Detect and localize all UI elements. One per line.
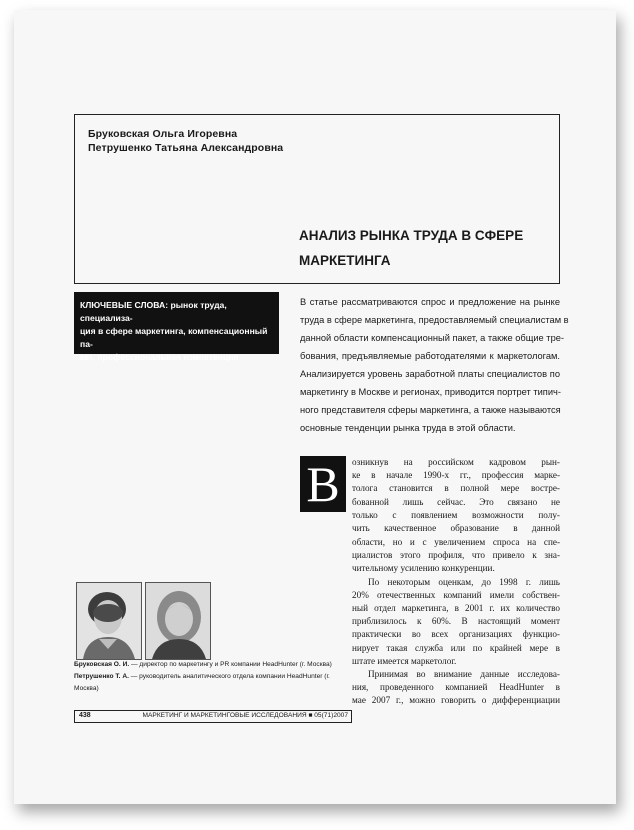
body-line: мае 2007 г., можно говорить о дифференциации (352, 695, 560, 706)
author-name: Петрушенко Татьяна Александровна (88, 142, 284, 154)
abstract (300, 293, 569, 437)
keywords-line: кет, профессиональная компетенция (80, 352, 239, 362)
caption-text: — директор по маркетингу и PR компании HeadHunter (г. Москва) (129, 661, 332, 668)
title-line: МАРКЕТИНГА (299, 253, 391, 268)
keywords-line: ция в сфере маркетинга, компенсационный па- (80, 326, 268, 349)
article-body (352, 456, 560, 535)
body-line: толога становится в полной мере востре- (352, 483, 560, 494)
caption-name: Петрушенко Т. А. (74, 673, 129, 680)
keywords-box (74, 292, 279, 362)
body-line: 20% отечественных компаний имели собствен- (352, 589, 560, 600)
body-line: нирует такая служба или по крайней мере в (352, 642, 560, 653)
abstract-line: бования, предъявляемые работодателями к маркетологам. (300, 351, 560, 361)
drop-cap: В (300, 456, 346, 512)
author-caption (74, 671, 344, 695)
body-line: только с появлением возможности полу- (352, 509, 560, 520)
body-line: чительному усилению конкуренции. (352, 563, 495, 574)
body-line: Принимая во внимание данные исследова- (368, 669, 560, 680)
body-line: ный отдел маркетинга, в 2001 г. их количество (352, 603, 560, 614)
journal-name: МАРКЕТИНГ И МАРКЕТИНГОВЫЕ ИССЛЕДОВАНИЯ ■ 05(71)2007 (142, 712, 348, 719)
abstract-line: маркетингу в Москве и регионах, приводится портрет типич- (300, 387, 561, 397)
author-name: Бруковская Ольга Игоревна (88, 128, 238, 140)
author-captions (74, 659, 344, 695)
body-line: циалистов этого профиля, что привело к зна- (352, 550, 560, 561)
author-photo (145, 582, 211, 660)
keywords-line: КЛЮЧЕВЫЕ СЛОВА: рынок труда, специализа- (80, 300, 227, 323)
body-line: приблизилось к 60%. В настоящий момент (352, 616, 560, 627)
abstract-line: В статье рассматриваются спрос и предложение на рынке (300, 297, 560, 307)
abstract-line: данной области компенсационный пакет, а также общие тре- (300, 333, 565, 343)
body-line: ке в начале 1990-х гг., профессия марке- (352, 470, 560, 481)
author-photo (76, 582, 142, 660)
body-line: чить качественное образование в данной (352, 523, 560, 534)
body-line: ния, проведенного компанией HeadHunter в (352, 682, 560, 693)
page-number: 438 (79, 712, 91, 719)
author-names (88, 127, 283, 155)
body-line: По некоторым оценкам, до 1998 г. лишь (368, 576, 560, 587)
body-line: практически во всех организациях функцио- (352, 629, 560, 640)
caption-text: — руководитель аналитического отдела компании HeadHunter (г. Москва) (74, 673, 330, 692)
abstract-line: Анализируется уровень заработной платы специалистов по (300, 369, 560, 379)
body-line: области, но и с увеличением спроса на спе- (352, 537, 560, 547)
title-line: АНАЛИЗ РЫНКА ТРУДА В СФЕРЕ (299, 228, 524, 243)
journal-page (14, 10, 616, 804)
body-line: озникнув на российском кадровом рын- (352, 457, 560, 467)
body-line: бованной лишь сейчас. Это связано не (352, 496, 560, 507)
article-header-box (74, 114, 560, 284)
abstract-line: основные тенденции рынка труда в этой области. (300, 423, 516, 433)
author-caption (74, 659, 344, 671)
abstract-line: ного представителя сферы маркетинга, а также называются (300, 405, 561, 415)
abstract-line: труда в сфере маркетинга, предоставляемый специалистам в (300, 315, 569, 325)
page-footer (74, 710, 352, 723)
article-title (299, 223, 559, 273)
caption-name: Бруковская О. И. (74, 661, 130, 668)
body-line: штате имеется маркетолог. (352, 655, 457, 666)
